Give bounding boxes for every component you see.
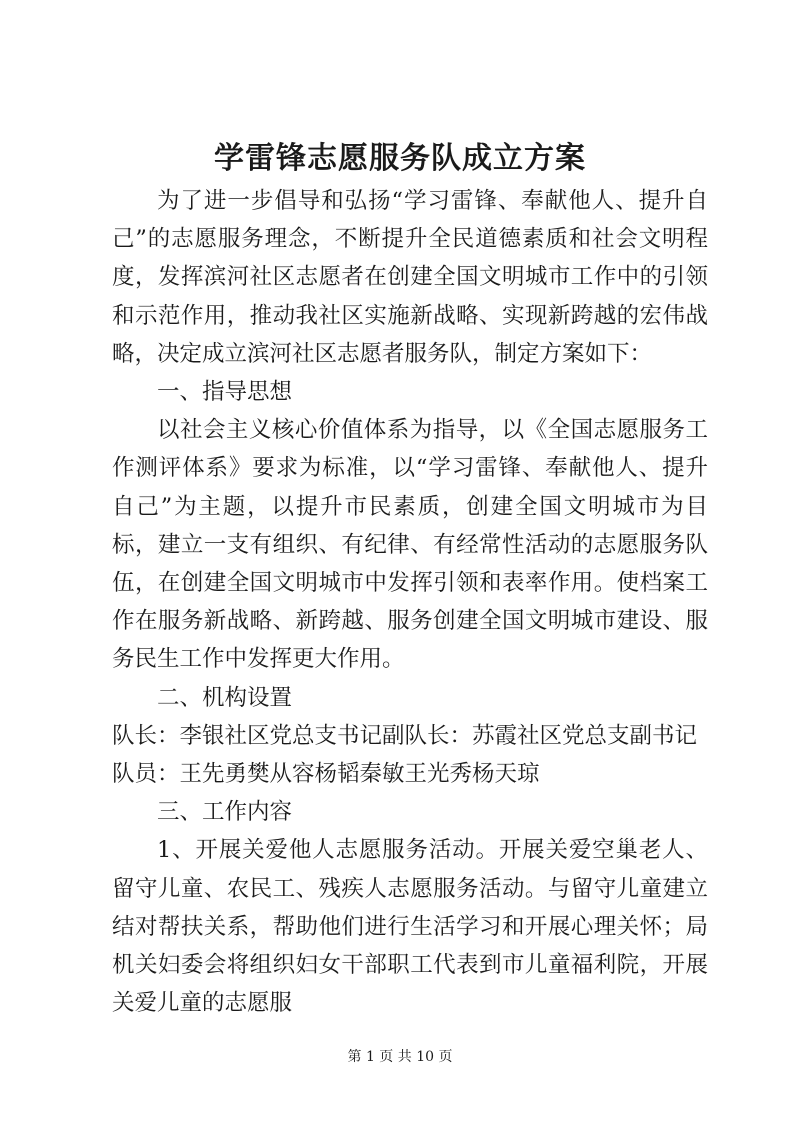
page-number-footer: 第 1 页 共 10 页 [347, 1049, 453, 1065]
paragraph-intro: 为了进一步倡导和弘扬“学习雷锋、奉献他人、提升自己”的志愿服务理念，不断提升全民道德素质和社会文明程度，发挥滨河社区志愿者在创建全国文明城市工作中的引领和示范作用，推动我社区实施新战略、实现新跨越的宏伟战略，决定成立滨河社区志愿者服务队，制定方案如下： [112, 188, 708, 367]
section-heading-organization: 二、机构设置 [157, 684, 293, 711]
paragraph-team-members: 队员：王先勇樊从容杨韬秦敏王光秀杨天琼 [112, 761, 540, 788]
document-body [112, 182, 708, 1022]
document-title: 学雷锋志愿服务队成立方案 [214, 141, 586, 176]
paragraph-work-item-1: 1、开展关爱他人志愿服务活动。开展关爱空巢老人、留守儿童、农民工、残疾人志愿服务活动。与留守儿童建立结对帮扶关系，帮助他们进行生活学习和开展心理关怀；局机关妇委会将组织妇女干部职工代表到市儿童福利院，开展关爱儿童的志愿服 [112, 837, 708, 1017]
section-heading-guiding-ideology: 一、指导思想 [157, 379, 293, 406]
section-heading-work-content: 三、工作内容 [157, 799, 293, 826]
paragraph-guiding-ideology: 以社会主义核心价值体系为指导，以《全国志愿服务工作测评体系》要求为标准，以“学习雷锋、奉献他人、提升自己”为主题，以提升市民素质，创建全国文明城市为目标，建立一支有组织、有纪律、有经常性活动的志愿服务队伍，在创建全国文明城市中发挥引领和表率作用。使档案工作在服务新战略、新跨越、服务创建全国文明城市建设、服务民生工作中发挥更大作用。 [112, 417, 708, 673]
paragraph-team-leaders: 队长：李银社区党总支书记副队长：苏霞社区党总支副书记 [112, 722, 698, 749]
